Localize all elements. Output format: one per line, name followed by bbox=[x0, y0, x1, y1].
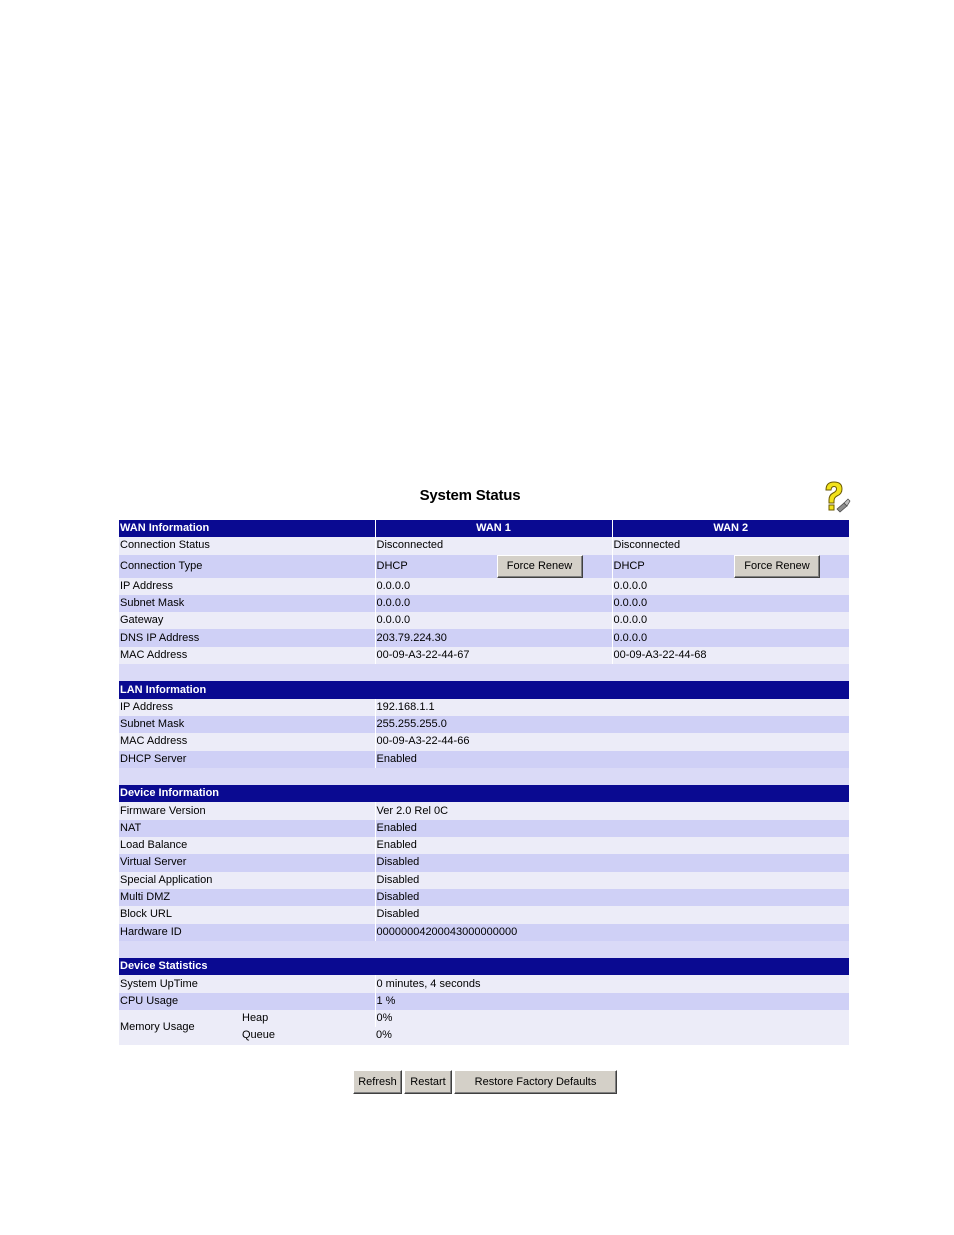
queue-label: Queue bbox=[242, 1029, 276, 1042]
row-value: Enabled bbox=[375, 837, 849, 854]
table-row bbox=[119, 751, 849, 768]
wan2-column-header: WAN 2 bbox=[612, 520, 849, 537]
stats-header-row bbox=[119, 958, 849, 975]
stats-section-title: Device Statistics bbox=[119, 958, 849, 975]
row-label: System UpTime bbox=[119, 975, 375, 992]
row-label: IP Address bbox=[119, 578, 375, 595]
table-row bbox=[119, 837, 849, 854]
table-row bbox=[119, 1010, 849, 1027]
table-row bbox=[119, 820, 849, 837]
row-value: Ver 2.0 Rel 0C bbox=[375, 802, 849, 819]
row-label: Virtual Server bbox=[119, 854, 375, 871]
table-row bbox=[119, 612, 849, 629]
table-row bbox=[119, 595, 849, 612]
refresh-button[interactable]: Refresh bbox=[353, 1070, 402, 1094]
wan1-value: 203.79.224.30 bbox=[375, 629, 612, 646]
wan1-value: 0.0.0.0 bbox=[375, 578, 612, 595]
table-row bbox=[119, 537, 849, 554]
wan1-value: Disconnected bbox=[375, 537, 612, 554]
wan-section-title: WAN Information bbox=[119, 520, 375, 537]
table-row bbox=[119, 716, 849, 733]
wan1-column-header: WAN 1 bbox=[375, 520, 612, 537]
page-title: System Status bbox=[419, 487, 521, 504]
table-row bbox=[119, 647, 849, 664]
table-row bbox=[119, 924, 849, 941]
wan-header-row bbox=[119, 520, 849, 537]
cpu-usage-value: 1 % bbox=[375, 993, 849, 1010]
wan2-value: 0.0.0.0 bbox=[612, 629, 849, 646]
memory-usage-label: Memory Usage bbox=[120, 1020, 195, 1033]
row-label: IP Address bbox=[119, 699, 375, 716]
row-label: Connection Type bbox=[119, 555, 375, 578]
spacer-row bbox=[119, 664, 849, 681]
row-value: Enabled bbox=[375, 820, 849, 837]
row-label: Gateway bbox=[119, 612, 375, 629]
lan-section-title: LAN Information bbox=[119, 681, 849, 698]
row-label: Multi DMZ bbox=[119, 889, 375, 906]
wan2-value: 0.0.0.0 bbox=[612, 612, 849, 629]
row-value: Enabled bbox=[375, 751, 849, 768]
restart-button[interactable]: Restart bbox=[404, 1070, 452, 1094]
wan1-value: 0.0.0.0 bbox=[375, 612, 612, 629]
restore-factory-defaults-button[interactable]: Restore Factory Defaults bbox=[454, 1070, 617, 1094]
table-row bbox=[119, 578, 849, 595]
row-value: 00000004200043000000000 bbox=[375, 924, 849, 941]
table-row bbox=[119, 889, 849, 906]
wan2-force-renew-button[interactable]: Force Renew bbox=[734, 555, 820, 578]
row-label: MAC Address bbox=[119, 647, 375, 664]
table-row bbox=[119, 555, 849, 578]
row-value: Disabled bbox=[375, 889, 849, 906]
table-row bbox=[119, 629, 849, 646]
spacer-row bbox=[119, 941, 849, 958]
wan2-value: 0.0.0.0 bbox=[612, 578, 849, 595]
heap-label: Heap bbox=[242, 1012, 269, 1025]
row-label: CPU Usage bbox=[119, 993, 375, 1010]
row-value: Disabled bbox=[375, 872, 849, 889]
spacer-row bbox=[119, 768, 849, 785]
wan2-value: 0.0.0.0 bbox=[612, 595, 849, 612]
table-row bbox=[119, 872, 849, 889]
wan1-value: DHCP bbox=[376, 559, 408, 572]
heap-value: 0% bbox=[375, 1010, 849, 1027]
row-label: Block URL bbox=[119, 906, 375, 923]
row-value: 255.255.255.0 bbox=[375, 716, 849, 733]
row-label: Firmware Version bbox=[119, 802, 375, 819]
table-row bbox=[119, 802, 849, 819]
table-row bbox=[119, 854, 849, 871]
wan2-value: Disconnected bbox=[612, 537, 849, 554]
row-label: Hardware ID bbox=[119, 924, 375, 941]
row-label: Connection Status bbox=[119, 537, 375, 554]
queue-value: 0% bbox=[375, 1027, 849, 1044]
wan1-value: 00-09-A3-22-44-67 bbox=[375, 647, 612, 664]
row-label: Load Balance bbox=[119, 837, 375, 854]
system-status-table bbox=[119, 520, 849, 1045]
lan-header-row bbox=[119, 681, 849, 698]
table-row bbox=[119, 733, 849, 750]
table-row bbox=[119, 906, 849, 923]
row-label: DHCP Server bbox=[119, 751, 375, 768]
row-value: 00-09-A3-22-44-66 bbox=[375, 733, 849, 750]
table-row bbox=[119, 975, 849, 992]
table-row bbox=[119, 993, 849, 1010]
row-value: Disabled bbox=[375, 906, 849, 923]
row-value: Disabled bbox=[375, 854, 849, 871]
device-header-row bbox=[119, 785, 849, 802]
wan2-value: DHCP bbox=[613, 559, 645, 572]
row-label: Special Application bbox=[119, 872, 375, 889]
table-row bbox=[119, 699, 849, 716]
question-help-icon[interactable] bbox=[820, 479, 852, 515]
row-label: MAC Address bbox=[119, 733, 375, 750]
row-value: 192.168.1.1 bbox=[375, 699, 849, 716]
wan1-value: 0.0.0.0 bbox=[375, 595, 612, 612]
uptime-value: 0 minutes, 4 seconds bbox=[375, 975, 849, 992]
device-section-title: Device Information bbox=[119, 785, 849, 802]
row-label: Subnet Mask bbox=[119, 716, 375, 733]
wan1-force-renew-button[interactable]: Force Renew bbox=[497, 555, 583, 578]
row-label: NAT bbox=[119, 820, 375, 837]
row-label: Subnet Mask bbox=[119, 595, 375, 612]
row-label: DNS IP Address bbox=[119, 629, 375, 646]
wan2-value: 00-09-A3-22-44-68 bbox=[612, 647, 849, 664]
